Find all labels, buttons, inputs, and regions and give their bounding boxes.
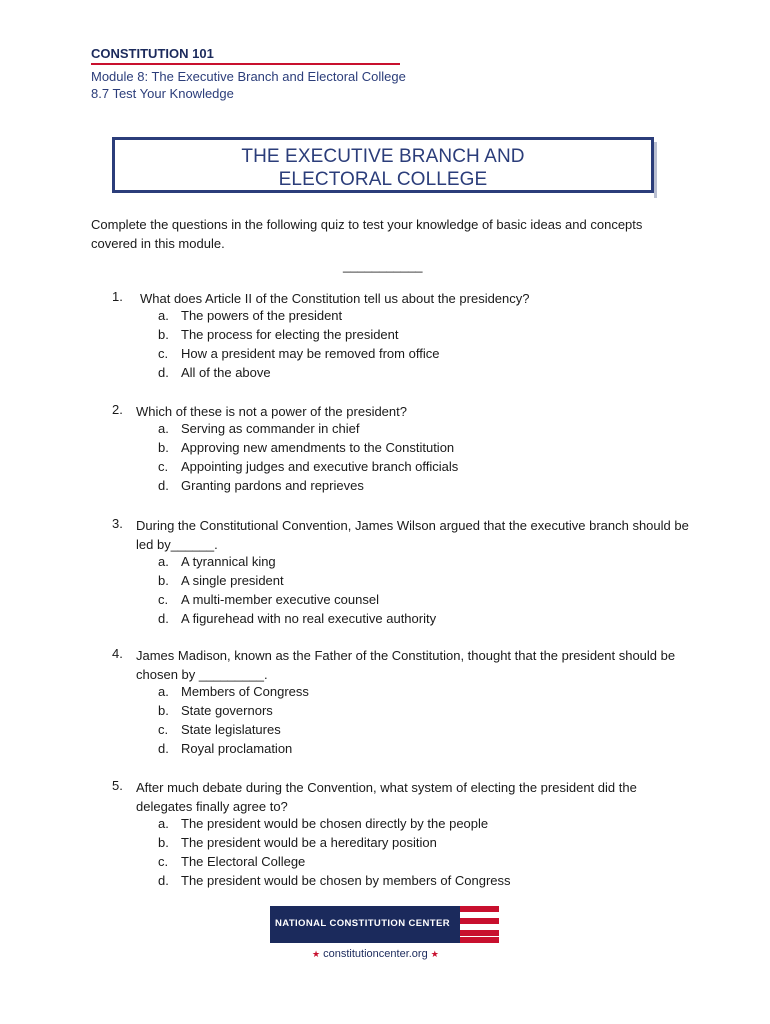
answer-option[interactable] <box>0 554 770 573</box>
star-icon: ★ <box>312 949 321 959</box>
answer-option[interactable] <box>0 873 770 892</box>
course-title-underline <box>91 63 400 65</box>
answer-option[interactable] <box>0 478 770 497</box>
answer-option[interactable] <box>0 592 770 611</box>
answer-option[interactable] <box>0 684 770 703</box>
option-text: A tyrannical king <box>181 554 276 569</box>
answer-option[interactable] <box>0 421 770 440</box>
question-text: After much debate during the Convention, what system of electing the president did the delegates finally agree to? <box>136 780 637 814</box>
option-text: State governors <box>181 703 273 718</box>
question-number: 2. <box>112 402 123 417</box>
module-title: Module 8: The Executive Branch and Electoral College <box>91 69 406 84</box>
option-text: A figurehead with no real executive authority <box>181 611 437 626</box>
title-box <box>112 137 654 193</box>
section-title: 8.7 Test Your Knowledge <box>91 86 234 101</box>
question-number: 1. <box>112 289 123 304</box>
option-letter: b. <box>158 440 169 455</box>
option-letter: d. <box>158 611 169 626</box>
title-line-1: THE EXECUTIVE BRANCH AND <box>241 146 525 167</box>
website-text: constitutioncenter.org <box>323 948 428 960</box>
option-letter: c. <box>158 592 169 607</box>
answer-option[interactable] <box>0 365 770 384</box>
question-text: James Madison, known as the Father of the Constitution, thought that the president should be chosen by _________. <box>136 648 676 682</box>
option-letter: c. <box>158 459 169 474</box>
question-number: 4. <box>112 646 123 661</box>
option-letter: d. <box>158 478 169 493</box>
option-letter: c. <box>158 854 169 869</box>
option-letter: a. <box>158 421 169 436</box>
course-title: CONSTITUTION 101 <box>91 46 214 61</box>
answer-option[interactable] <box>0 440 770 459</box>
option-letter: b. <box>158 835 169 850</box>
question-text: What does Article II of the Constitution tell us about the presidency? <box>140 291 530 306</box>
answer-option[interactable] <box>0 327 770 346</box>
option-letter: b. <box>158 327 169 342</box>
answer-option[interactable] <box>0 459 770 478</box>
question-text: Which of these is not a power of the president? <box>136 404 407 419</box>
option-text: State legislatures <box>181 722 281 737</box>
option-text: The president would be chosen directly by the people <box>181 816 489 831</box>
option-letter: d. <box>158 365 169 380</box>
answer-option[interactable] <box>0 573 770 592</box>
question-number: 5. <box>112 778 123 793</box>
option-letter: c. <box>158 346 169 361</box>
option-letter: b. <box>158 573 169 588</box>
answer-option[interactable] <box>0 308 770 327</box>
title-line-2: ELECTORAL COLLEGE <box>278 169 488 190</box>
option-text: The powers of the president <box>181 308 343 323</box>
option-letter: a. <box>158 816 169 831</box>
flag-stripe-7 <box>460 937 499 943</box>
option-letter: a. <box>158 308 169 323</box>
intro-text: Complete the questions in the following quiz to test your knowledge of basic ideas and concepts covered in this module. <box>91 217 643 251</box>
option-text: Approving new amendments to the Constitution <box>181 440 455 455</box>
option-text: Serving as commander in chief <box>181 421 360 436</box>
option-letter: a. <box>158 554 169 569</box>
answer-option[interactable] <box>0 835 770 854</box>
option-text: All of the above <box>181 365 271 380</box>
answer-option[interactable] <box>0 816 770 835</box>
logo-text: NATIONAL CONSTITUTION CENTER <box>275 918 450 929</box>
answer-option[interactable] <box>0 741 770 760</box>
website-link[interactable] <box>312 948 439 960</box>
option-text: How a president may be removed from office <box>181 346 440 361</box>
option-text: Granting pardons and reprieves <box>181 478 364 493</box>
option-text: The Electoral College <box>181 854 306 869</box>
answer-option[interactable] <box>0 722 770 741</box>
option-text: A multi-member executive counsel <box>181 592 379 607</box>
divider-line: ___________ <box>343 258 423 273</box>
question-number: 3. <box>112 516 123 531</box>
option-text: Appointing judges and executive branch officials <box>181 459 459 474</box>
option-text: The president would be a hereditary position <box>181 835 437 850</box>
option-text: The process for electing the president <box>181 327 399 342</box>
answer-option[interactable] <box>0 854 770 873</box>
answer-option[interactable] <box>0 346 770 365</box>
option-letter: a. <box>158 684 169 699</box>
option-letter: c. <box>158 722 169 737</box>
star-icon: ★ <box>430 949 439 959</box>
option-letter: d. <box>158 873 169 888</box>
answer-option[interactable] <box>0 703 770 722</box>
option-letter: b. <box>158 703 169 718</box>
option-letter: d. <box>158 741 169 756</box>
option-text: Members of Congress <box>181 684 309 699</box>
answer-option[interactable] <box>0 611 770 630</box>
option-text: A single president <box>181 573 284 588</box>
question-text: During the Constitutional Convention, James Wilson argued that the executive branch should be led by______. <box>136 518 689 552</box>
option-text: Royal proclamation <box>181 741 293 756</box>
option-text: The president would be chosen by members of Congress <box>181 873 511 888</box>
